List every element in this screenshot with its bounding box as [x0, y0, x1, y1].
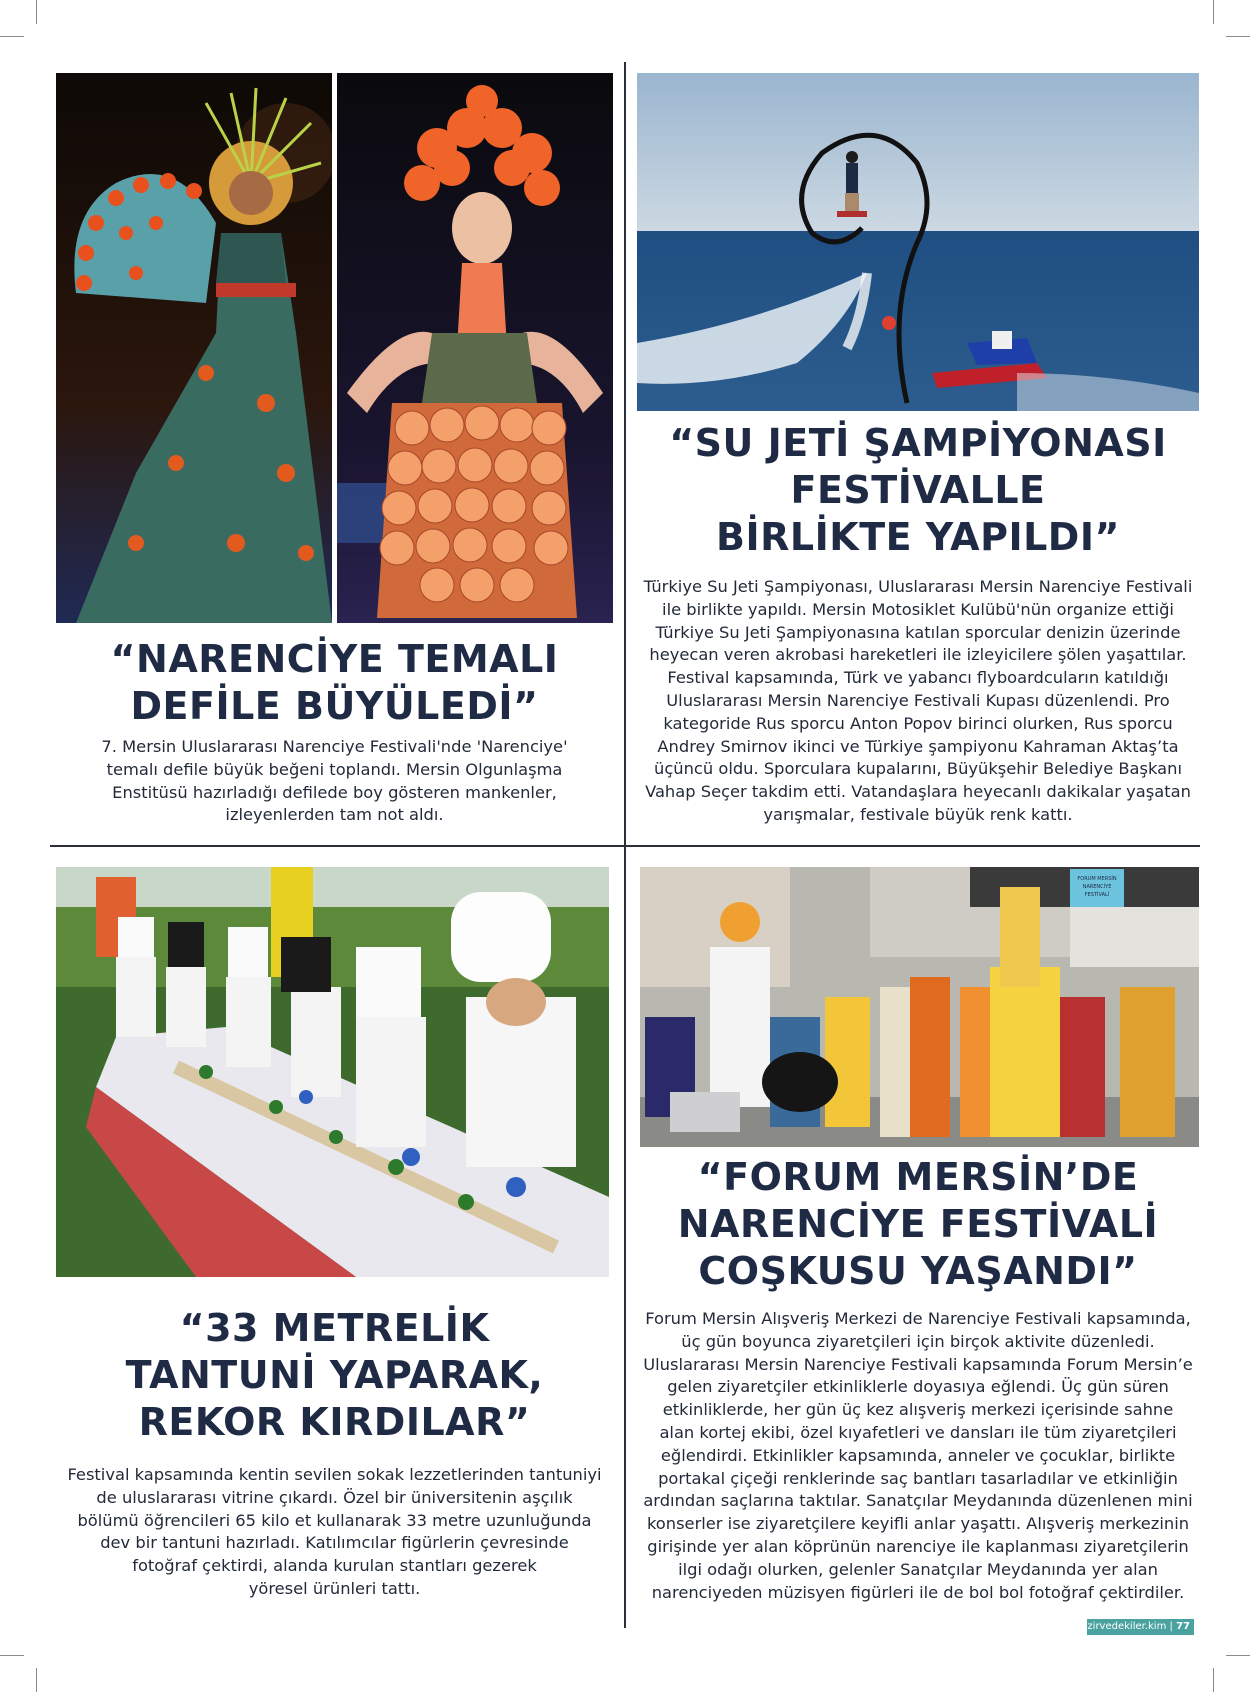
body-line: izleyenlerden tam not aldı.	[225, 805, 444, 825]
headline-line: “SU JETİ ŞAMPİYONASI	[669, 421, 1167, 465]
body-line: narenciyeden müzisyen figürleri ile de bol bol fotoğraf çektirdiler.	[651, 1582, 1185, 1602]
headline-line: COŞKUSU YAŞANDI”	[698, 1249, 1138, 1293]
article-body-su-jeti	[637, 576, 1199, 827]
body-line: de uluslararası vitrine çıkardı. Özel bir üniversitenin aşçılık	[96, 1487, 573, 1507]
body-line: üç gün boyunca ziyaretçileri için birçok aktivite düzenledi.	[681, 1331, 1155, 1351]
body-line: etkinliklerde, her gün üç kez alışveriş merkezi içerisinde sahne	[662, 1400, 1174, 1420]
article-body-defile	[56, 736, 613, 827]
body-line: ile birlikte yapıldı. Mersin Motosiklet Kulübü'nün organize ettiği	[662, 599, 1174, 619]
article-headline-defile	[56, 636, 613, 730]
body-line: heyecan veren akrobasi hareketleri ile izleyicilere şölen yaşattılar.	[649, 645, 1187, 665]
body-line: Uluslararası Mersin Narenciye Festivali Kupası düzenlendi. Pro	[666, 690, 1170, 710]
body-line: Vahap Seçer takdim etti. Vatandaşlara heyecanlı dakikalar yaşatan	[645, 782, 1191, 802]
page-footer	[1087, 1619, 1194, 1635]
body-line: girişinde yer alan köprünün narenciye ile kaplanması ziyaretçilerin	[647, 1536, 1189, 1556]
headline-line: “33 METRELİK	[179, 1306, 490, 1350]
headline-line: REKOR KIRDILAR”	[138, 1400, 531, 1444]
article-headline-tantuni	[56, 1305, 613, 1446]
body-line: Festival kapsamında kentin sevilen sokak lezzetlerinden tantuniyi	[67, 1465, 602, 1484]
article-headline-forum	[637, 1154, 1199, 1295]
parade-sign-line: FORUM MERSİN	[1077, 876, 1117, 882]
tantuni-chefs-photo	[56, 867, 609, 1277]
body-line: ardından saçlarına taktılar. Sanatçılar Meydanında düzenlenen mini	[643, 1491, 1193, 1511]
trim-mark	[1226, 1655, 1250, 1656]
body-line: alan kortej ekibi, özel kıyafetleri ve dansları ile tüm ziyaretçileri	[659, 1422, 1177, 1442]
body-line: konserler ise ziyaretçilere keyifli anlar yaşattı. Alışveriş merkezinin	[646, 1514, 1190, 1534]
body-line: ilgi odağı olurken, gelenler Sanatçılar Meydanında yer alan	[678, 1559, 1158, 1579]
trim-mark	[36, 1668, 37, 1692]
headline-line: TANTUNİ YAPARAK,	[125, 1353, 544, 1397]
headline-line: DEFİLE BÜYÜLEDİ”	[130, 684, 539, 728]
article-body-forum	[637, 1308, 1199, 1604]
row-divider	[50, 845, 1200, 847]
headline-line: “FORUM MERSİN’DE	[697, 1155, 1139, 1199]
headline-line: “NARENCİYE TEMALI	[110, 637, 559, 681]
headline-line: BİRLİKTE YAPILDI”	[716, 515, 1120, 559]
trim-mark	[1213, 1668, 1214, 1692]
footer-site[interactable]: zirvedekiler.kim	[1087, 1621, 1167, 1632]
parade-sign-line: FESTİVALİ	[1084, 892, 1110, 898]
parade-sign-line: NARENCİYE	[1082, 884, 1112, 890]
body-line: temalı defile büyük beğeni toplandı. Mersin Olgunlaşma	[106, 759, 563, 779]
body-line: Türkiye Su Jeti Şampiyonasına katılan sporcular denizin üzerinde	[655, 622, 1181, 642]
footer-separator: |	[1169, 1621, 1173, 1632]
body-line: Türkiye Su Jeti Şampiyonası, Uluslararası Mersin Narenciye Festivali	[643, 577, 1193, 596]
page-number: 77	[1176, 1621, 1190, 1632]
body-line: gelen ziyaretçiler etkinliklerle doyasıya eğlendi. Üç gün süren	[667, 1377, 1169, 1397]
body-line: Andrey Smirnov ikinci ve Türkiye şampiyonu Kahraman Aktaş’ta	[657, 736, 1179, 756]
trim-mark	[36, 0, 37, 24]
fashion-show-photo-right	[337, 73, 613, 623]
body-line: eğlendirdi. Etkinlikler kapsamında, anneler ve çocuklar, birlikte	[660, 1445, 1176, 1465]
body-line: yöresel ürünleri tattı.	[248, 1578, 421, 1598]
body-line: fotoğraf çektirdi, alanda kurulan stantları gezerek	[132, 1556, 537, 1576]
trim-mark	[1226, 36, 1250, 37]
headline-line: NARENCİYE FESTİVALİ	[677, 1202, 1159, 1246]
trim-mark	[0, 36, 24, 37]
body-line: yarışmalar, festivale büyük renk kattı.	[763, 804, 1073, 824]
trim-mark	[1213, 0, 1214, 24]
body-line: bölümü öğrencileri 65 kilo et kullanarak 33 metre uzunluğunda	[77, 1510, 592, 1530]
article-body-tantuni	[56, 1464, 613, 1601]
body-line: Uluslararası Mersin Narenciye Festivali kapsamında Forum Mersin’e	[643, 1354, 1193, 1374]
body-line: Forum Mersin Alışveriş Merkezi de Narenciye Festivali kapsamında,	[645, 1309, 1191, 1328]
body-line: portakal çiçeği renklerinde saç bantları tasarladılar ve etkinliğin	[658, 1468, 1178, 1488]
body-line: Festival kapsamında, Türk ve yabancı flyboardcuların katıldığı	[667, 668, 1169, 688]
body-line: üçüncü oldu. Sporculara kupalarını, Büyükşehir Belediye Başkanı	[654, 759, 1182, 779]
forum-mersin-parade-photo	[640, 867, 1199, 1147]
headline-line: FESTİVALLE	[790, 468, 1046, 512]
fashion-show-photo-left	[56, 73, 332, 623]
water-jet-photo	[637, 73, 1199, 411]
article-headline-su-jeti	[637, 420, 1199, 561]
body-line: Enstitüsü hazırladığı defilede boy gösteren mankenler,	[112, 782, 557, 802]
body-line: kategoride Rus sporcu Anton Popov birinci olurken, Rus sporcu	[663, 713, 1173, 733]
body-line: dev bir tantuni hazırladı. Katılımcılar figürlerin çevresinde	[100, 1533, 569, 1553]
trim-mark	[0, 1655, 24, 1656]
body-line: 7. Mersin Uluslararası Narenciye Festivali'nde 'Narenciye'	[101, 737, 568, 756]
